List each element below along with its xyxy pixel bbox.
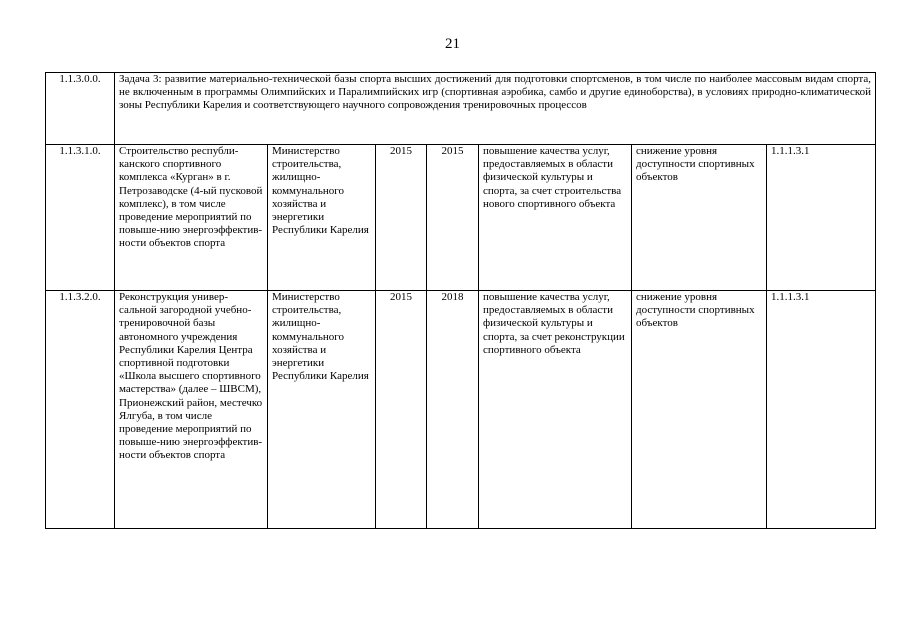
table-row xyxy=(46,291,876,529)
page-number: 21 xyxy=(445,36,460,52)
row-consequence: снижение уровня доступности спортивных объектов xyxy=(632,145,767,291)
task-description: Задача 3: развитие материально-технической базы спорта высших достижений для подготовки спортсменов, в том числе по наиболее массовым видам спорта, не включенным в программы Олимпийских и Паралимпийских игр (спортивная аэробика, самбо и другие единоборства), в условиях природно-климатической зоны Республики Карелия и соответствующего научного сопровождения тренировочных процессов xyxy=(115,73,876,145)
table-row xyxy=(46,145,876,291)
row-code: 1.1.3.2.0. xyxy=(46,291,115,529)
row-start-year: 2015 xyxy=(376,145,427,291)
task-code: 1.1.3.0.0. xyxy=(46,73,115,145)
row-expected-result: повышение качества услуг, предоставляемых в области физической культуры и спорта, за счет строительства нового спортивного объекта xyxy=(479,145,632,291)
row-executor: Министерство строительства, жилищно-коммунального хозяйства и энергетики Республики Карелия xyxy=(268,291,376,529)
row-event-name: Строительство республи-канского спортивного комплекса «Курган» в г. Петрозаводске (4-ый пусковой комплекс), в том числе проведение мероприятий по повыше-нию энергоэффектив-ности объектов спорта xyxy=(115,145,268,291)
program-table xyxy=(45,72,876,529)
row-indicator-link: 1.1.1.3.1 xyxy=(767,145,876,291)
row-event-name: Реконструкция универ-сальной загородной учебно-тренировочной базы автономного учреждения Республики Карелия Центра спортивной подготовки «Школа высшего спортивного мастерства» (далее – ШВСМ), Прионежский район, местечко Ялгуба, в том числе проведение мероприятий по повыше-нию энергоэффектив-ности объектов спорта xyxy=(115,291,268,529)
row-expected-result: повышение качества услуг, предоставляемых в области физической культуры и спорта, за счет реконструкции спортивного объекта xyxy=(479,291,632,529)
task-row xyxy=(46,73,876,145)
row-end-year: 2018 xyxy=(427,291,479,529)
row-executor: Министерство строительства, жилищно-коммунального хозяйства и энергетики Республики Карелия xyxy=(268,145,376,291)
row-code: 1.1.3.1.0. xyxy=(46,145,115,291)
row-indicator-link: 1.1.1.3.1 xyxy=(767,291,876,529)
row-start-year: 2015 xyxy=(376,291,427,529)
row-end-year: 2015 xyxy=(427,145,479,291)
row-consequence: снижение уровня доступности спортивных объектов xyxy=(632,291,767,529)
